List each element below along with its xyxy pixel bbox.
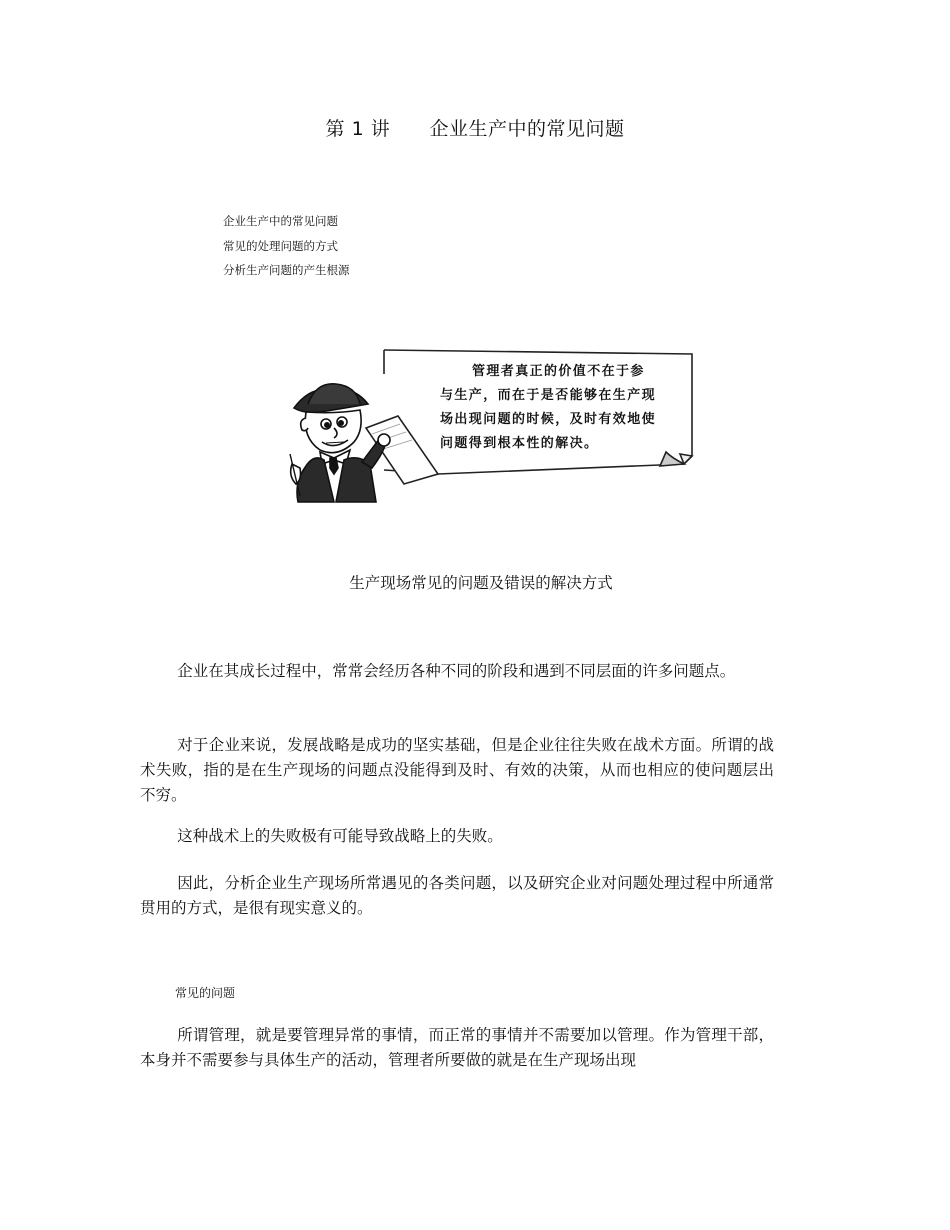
outline-item: 企业生产中的常见问题	[223, 214, 338, 228]
body-paragraph	[140, 733, 774, 808]
body-paragraph	[140, 1023, 774, 1073]
body-paragraph	[140, 871, 774, 921]
body-paragraph	[140, 824, 774, 849]
section-heading: 生产现场常见的问题及错误的解决方式	[349, 574, 613, 592]
bubble-line: 问题得到根本性的解决。	[440, 436, 599, 451]
subsection-heading: 常见的问题	[175, 986, 236, 1000]
paragraph-text: 所谓管理，就是要管理异常的事情，而正常的事情并不需要加以管理。作为管理干部，本身并不需要参与具体生产的活动，管理者所要做的就是在生产现场出现	[140, 1026, 774, 1069]
manager-character	[290, 384, 390, 502]
paragraph-text: 对于企业来说，发展战略是成功的坚实基础，但是企业往往失败在战术方面。所谓的战术失败，指的是在生产现场的问题点没能得到及时、有效的决策，从而也相应的使问题层出不穷。	[140, 736, 774, 804]
speech-bubble-text	[440, 360, 686, 456]
page-title: 第 1 讲 企业生产中的常见问题	[325, 118, 625, 140]
bubble-line: 与生产，而在于是否能够在生产现	[440, 388, 657, 403]
bubble-line: 管理者真正的价值不在于参	[472, 364, 645, 379]
outline-item: 常见的处理问题的方式	[223, 238, 338, 253]
outline-list	[223, 209, 350, 283]
paragraph-text: 企业在其成长过程中，常常会经历各种不同的阶段和遇到不同层面的许多问题点。	[177, 662, 736, 680]
body-paragraph	[140, 659, 774, 684]
paragraph-text: 这种战术上的失败极有可能导致战略上的失败。	[177, 827, 503, 845]
paragraph-text: 因此，分析企业生产现场所常遇见的各类问题，以及研究企业对问题处理过程中所通常贯用的方式，是很有现实意义的。	[140, 874, 774, 917]
outline-item: 分析生产问题的产生根源	[223, 263, 350, 277]
bubble-line: 场出现问题的时候，及时有效地使	[440, 412, 657, 427]
